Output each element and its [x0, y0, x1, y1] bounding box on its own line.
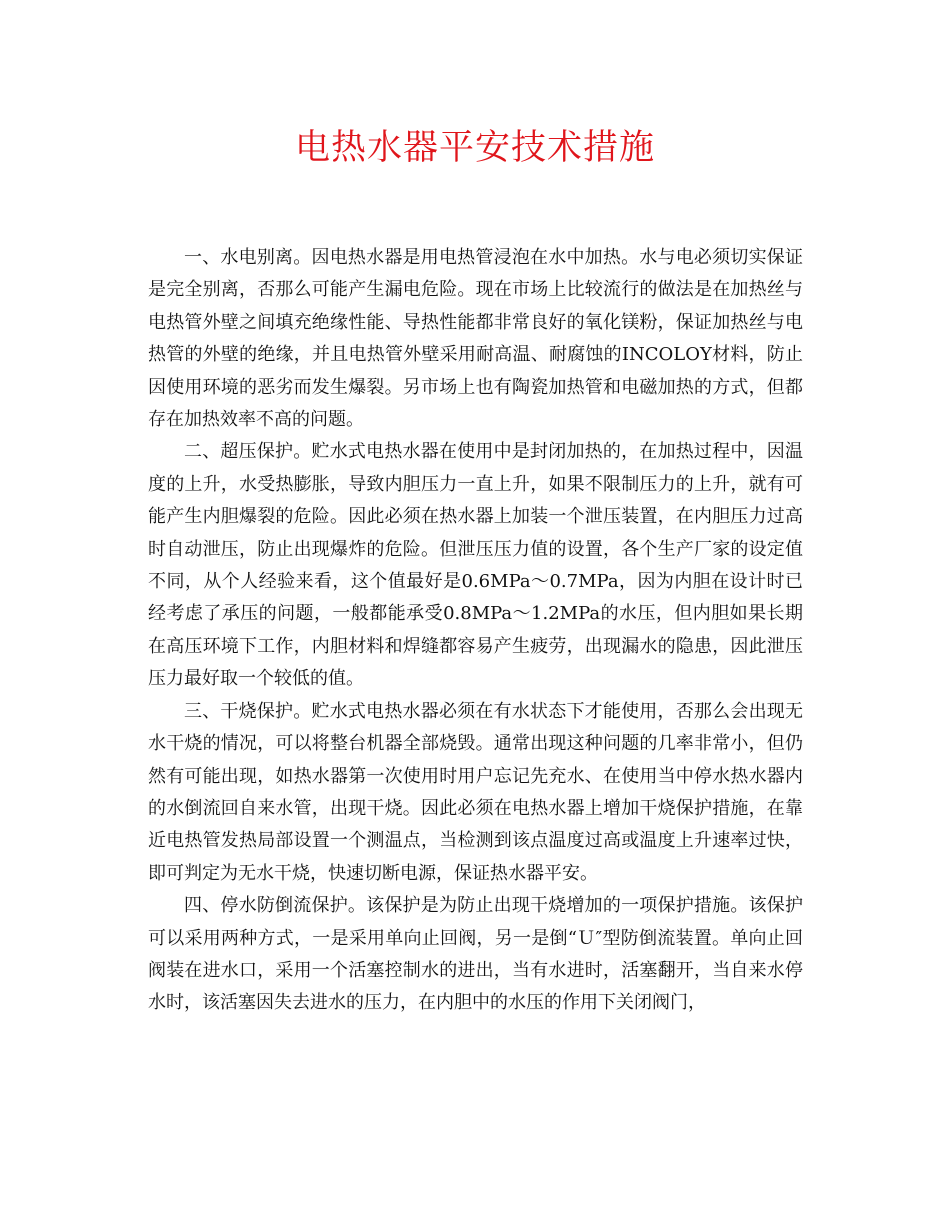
paragraph-backflow-protection: 四、停水防倒流保护。该保护是为防止出现干烧增加的一项保护措施。该保护可以采用两种方式，一是采用单向止回阀，另一是倒“Ｕ″型防倒流装置。单向止回阀装在进水口，采用一个活塞控制水的进出，当有水进时，活塞翻开，当自来水停水时，该活塞因失去进水的压力，在内胆中的水压的作用下关闭阀门，: [148, 895, 803, 1014]
paragraph-water-electric-separation: 一、水电别离。因电热水器是用电热管浸泡在水中加热。水与电必须切实保证是完全别离，否那么可能产生漏电危险。现在市场上比较流行的做法是在加热丝与电热管外壁之间填充绝缘性能、导热性能都非常良好的氧化镁粉，保证加热丝与电热管的外壁的绝缘，并且电热管外壁采用耐高温、耐腐蚀的INCOLOY材料，防止因使用环境的恶劣而发生爆裂。另市场上也有陶瓷加热管和电磁加热的方式，但都存在加热效率不高的问题。: [148, 247, 803, 431]
paragraph-overpressure-protection: 二、超压保护。贮水式电热水器在使用中是封闭加热的，在加热过程中，因温度的上升，水受热膨胀，导致内胆压力一直上升，如果不限制压力的上升，就有可能产生内胆爆裂的危险。因此必须在热水器上加装一个泄压装置，在内胆压力过高时自动泄压，防止出现爆炸的危险。但泄压压力值的设置，各个生产厂家的设定值不同，从个人经验来看，这个值最好是0.6MPa～0.7MPa，因为内胆在设计时已经考虑了承压的问题，一般都能承受0.8MPa～1.2MPa的水压，但内胆如果长期在高压环境下工作，内胆材料和焊缝都容易产生疲劳，出现漏水的隐患，因此泄压压力最好取一个较低的值。: [148, 441, 803, 690]
document-title: 电热水器平安技术措施: [294, 128, 655, 168]
paragraph-dry-burn-protection: 三、干烧保护。贮水式电热水器必须在有水状态下才能使用，否那么会出现无水干烧的情况，可以将整台机器全部烧毁。通常出现这种问题的几率非常小，但仍然有可能出现，如热水器第一次使用时用户忘记先充水、在使用当中停水热水器内的水倒流回自来水管，出现干烧。因此必须在电热水器上增加干烧保护措施，在靠近电热管发热局部设置一个测温点，当检测到该点温度过高或温度上升速率过快，即可判定为无水干烧，快速切断电源，保证热水器平安。: [148, 700, 803, 884]
document-body: [148, 242, 803, 1020]
